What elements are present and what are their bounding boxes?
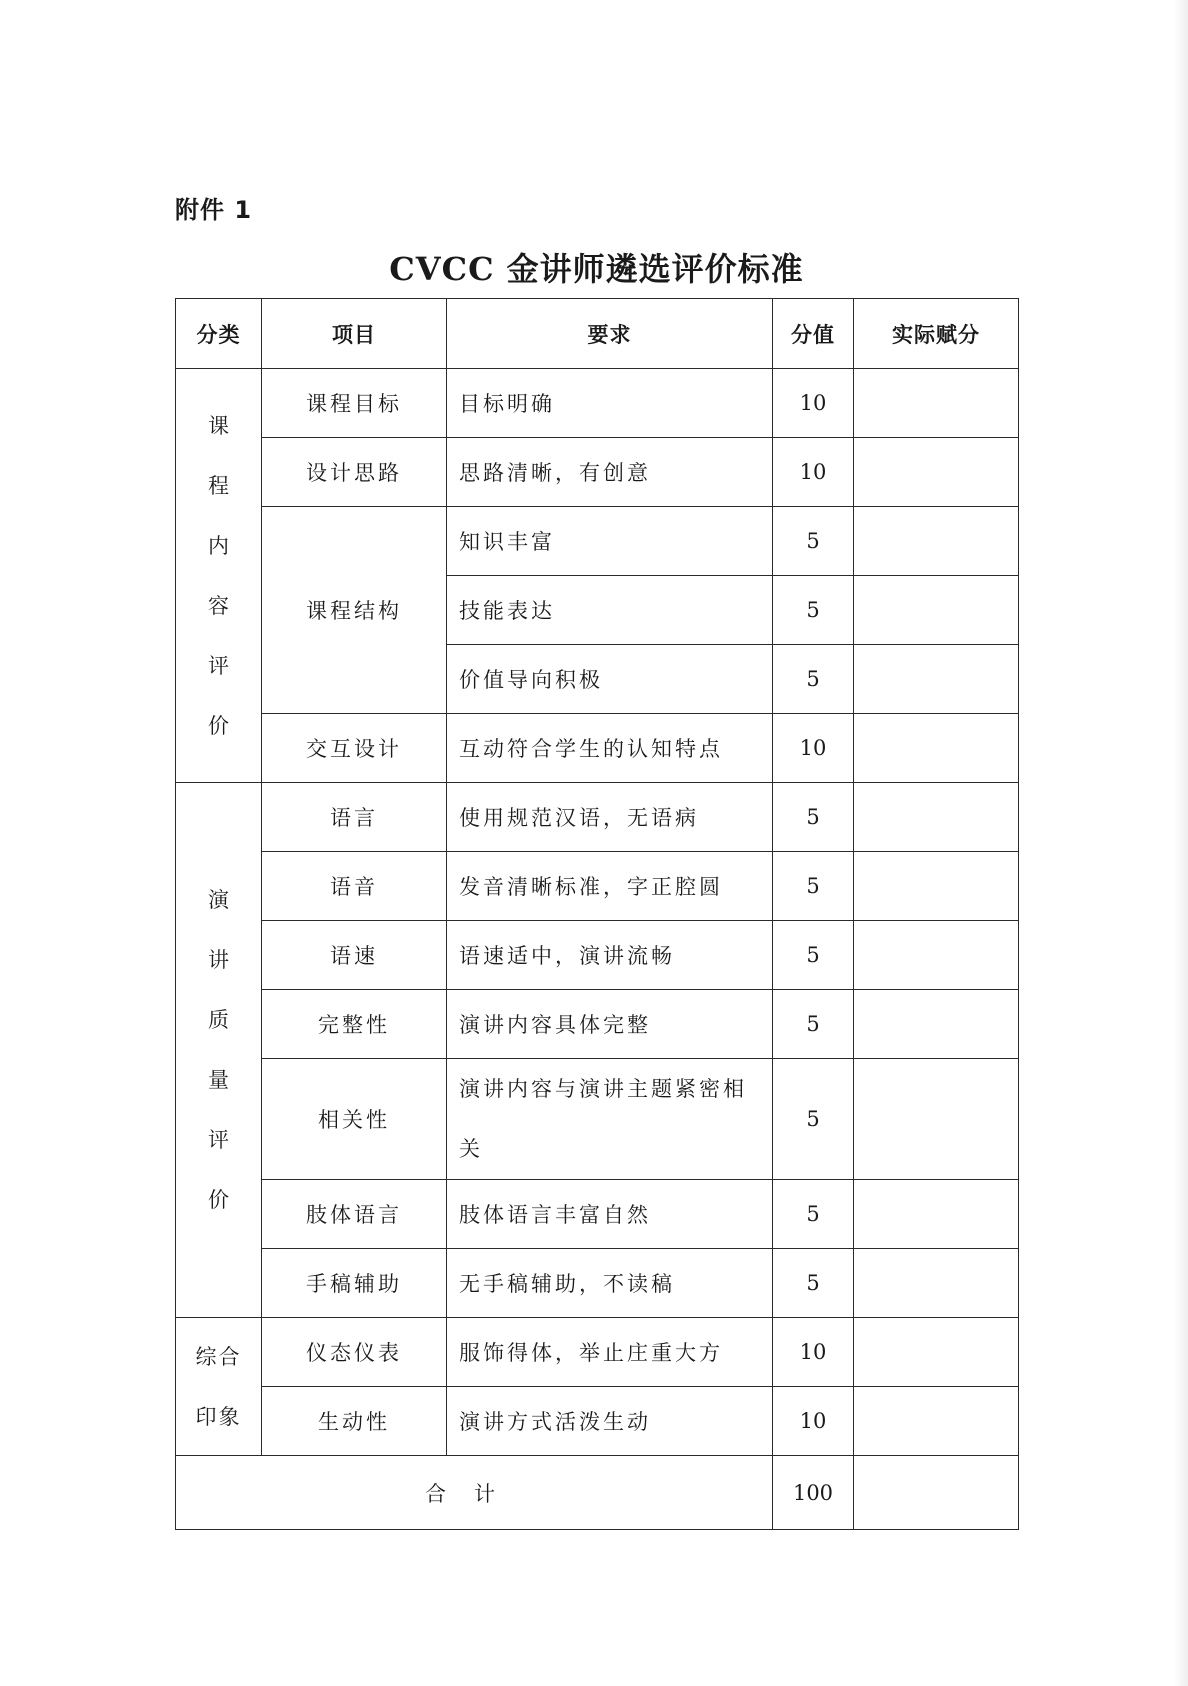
score-cell: 10 [773,1387,854,1456]
table-row [176,1059,1019,1180]
actual-score-cell[interactable] [854,369,1019,438]
actual-score-cell[interactable] [854,783,1019,852]
requirement-cell: 肢体语言丰富自然 [447,1180,773,1249]
item-cell: 课程目标 [262,369,447,438]
category-cell-overall-impression [176,1318,262,1456]
actual-score-cell[interactable] [854,990,1019,1059]
actual-score-cell[interactable] [854,1180,1019,1249]
category-cell-speech-quality [176,783,262,1318]
score-cell: 5 [773,1180,854,1249]
actual-score-cell[interactable] [854,1249,1019,1318]
actual-score-cell[interactable] [854,438,1019,507]
score-cell: 5 [773,852,854,921]
score-cell: 10 [773,714,854,783]
actual-score-cell[interactable] [854,921,1019,990]
actual-score-cell[interactable] [854,1318,1019,1387]
score-cell: 5 [773,783,854,852]
table-row [176,1180,1019,1249]
score-cell: 5 [773,990,854,1059]
item-cell: 手稿辅助 [262,1249,447,1318]
table-row [176,852,1019,921]
item-cell: 设计思路 [262,438,447,507]
table-row [176,990,1019,1059]
requirement-cell: 语速适中，演讲流畅 [447,921,773,990]
score-cell: 10 [773,438,854,507]
column-header-category: 分类 [176,299,262,369]
score-cell: 10 [773,369,854,438]
requirement-cell: 技能表达 [447,576,773,645]
item-cell: 交互设计 [262,714,447,783]
column-header-score: 分值 [773,299,854,369]
item-cell: 语言 [262,783,447,852]
score-cell: 5 [773,1059,854,1180]
total-label: 合计 [176,1456,773,1530]
item-cell: 仪态仪表 [262,1318,447,1387]
score-cell: 5 [773,645,854,714]
requirement-cell: 演讲内容与演讲主题紧密相关 [447,1059,773,1180]
item-cell: 相关性 [262,1059,447,1180]
actual-score-cell[interactable] [854,507,1019,576]
item-cell: 语音 [262,852,447,921]
category-label: 演讲质量评价 [208,888,229,1212]
requirement-cell: 无手稿辅助，不读稿 [447,1249,773,1318]
requirement-cell: 思路清晰，有创意 [447,438,773,507]
category-cell-course-content [176,369,262,783]
column-header-item: 项目 [262,299,447,369]
table-row [176,1387,1019,1456]
column-header-actual-score: 实际赋分 [854,299,1019,369]
page-edge-shadow [1174,0,1188,1686]
column-header-requirement: 要求 [447,299,773,369]
score-cell: 5 [773,576,854,645]
table-header-row [176,299,1019,369]
table-row [176,1249,1019,1318]
requirement-cell: 演讲内容具体完整 [447,990,773,1059]
table-row [176,1318,1019,1387]
requirement-cell: 使用规范汉语，无语病 [447,783,773,852]
category-label: 综合印象 [195,1344,242,1429]
requirement-cell: 知识丰富 [447,507,773,576]
requirement-cell: 服饰得体，举止庄重大方 [447,1318,773,1387]
actual-score-cell[interactable] [854,645,1019,714]
total-score-cell: 100 [773,1456,854,1530]
score-cell: 5 [773,921,854,990]
table-row [176,438,1019,507]
evaluation-table [175,298,1019,1530]
requirement-cell: 价值导向积极 [447,645,773,714]
requirement-cell: 目标明确 [447,369,773,438]
document-title: CVCC 金讲师遴选评价标准 [389,250,804,288]
attachment-label: 附件 1 [175,196,253,224]
actual-score-cell[interactable] [854,852,1019,921]
score-cell: 5 [773,507,854,576]
item-cell: 课程结构 [262,507,447,714]
requirement-cell: 演讲方式活泼生动 [447,1387,773,1456]
table-row [176,714,1019,783]
score-cell: 10 [773,1318,854,1387]
table-row [176,507,1019,576]
item-cell: 生动性 [262,1387,447,1456]
item-cell: 完整性 [262,990,447,1059]
table-row [176,369,1019,438]
item-cell: 语速 [262,921,447,990]
item-cell: 肢体语言 [262,1180,447,1249]
table-row [176,921,1019,990]
requirement-cell: 互动符合学生的认知特点 [447,714,773,783]
total-row [176,1456,1019,1530]
category-label: 课程内容评价 [208,413,229,738]
actual-score-cell[interactable] [854,714,1019,783]
score-cell: 5 [773,1249,854,1318]
actual-score-cell[interactable] [854,1059,1019,1180]
actual-score-cell[interactable] [854,576,1019,645]
actual-score-cell[interactable] [854,1387,1019,1456]
total-actual-score-cell[interactable] [854,1456,1019,1530]
requirement-cell: 发音清晰标准，字正腔圆 [447,852,773,921]
table-row [176,783,1019,852]
